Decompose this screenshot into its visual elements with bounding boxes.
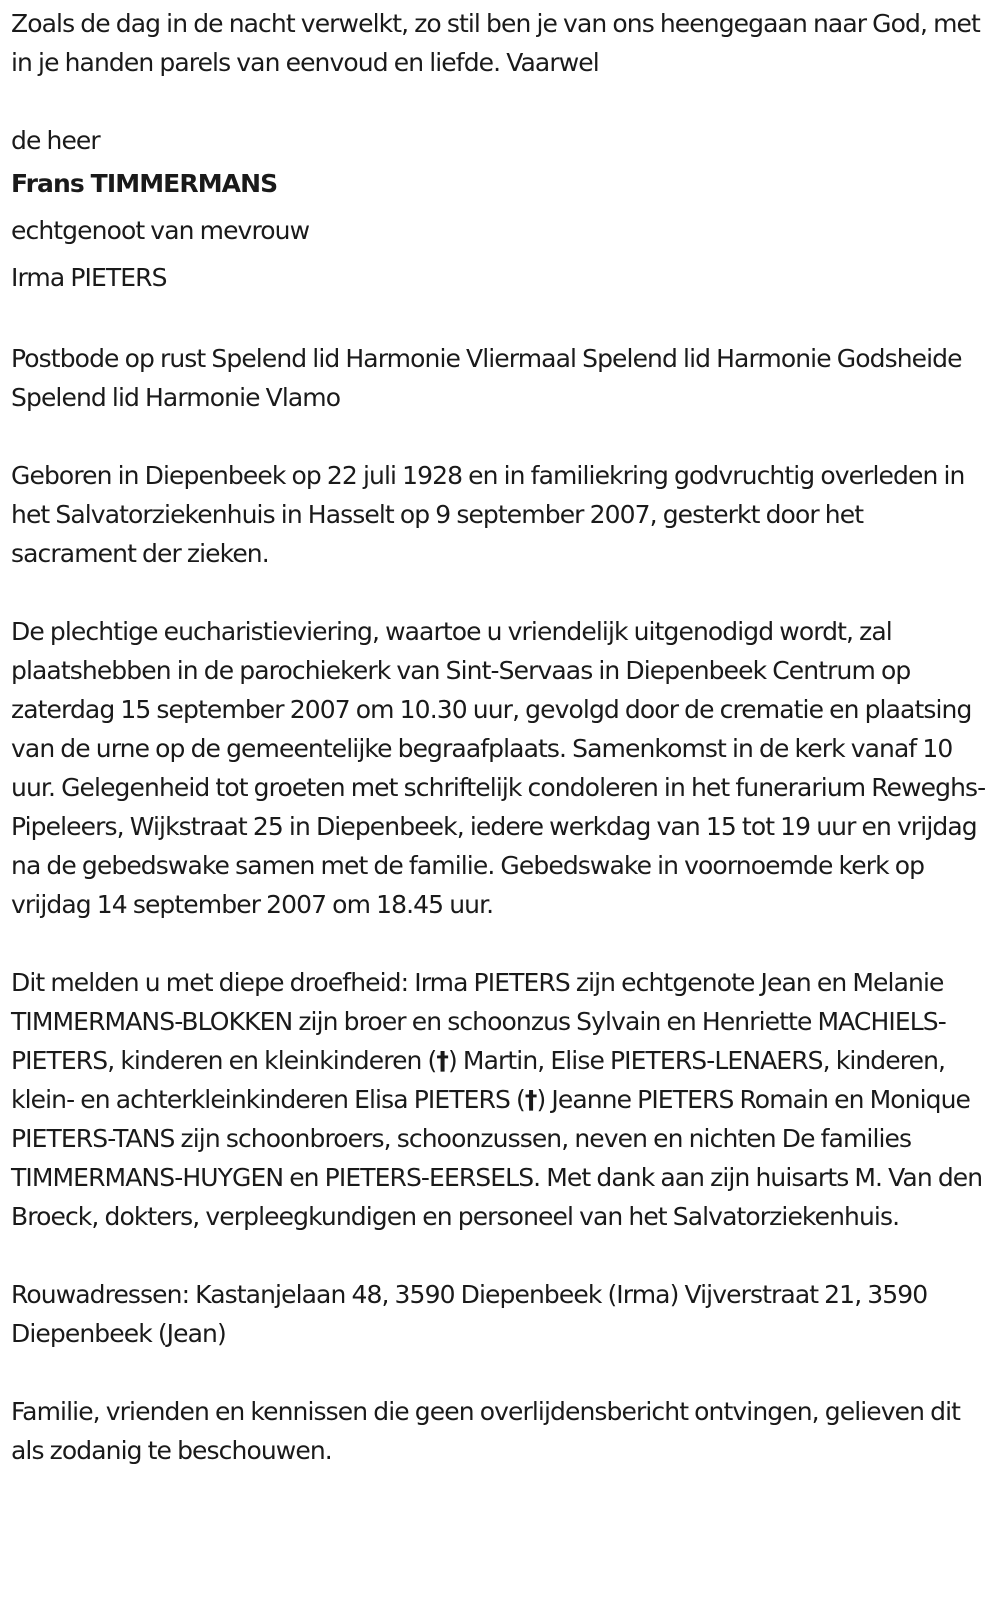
ceremony-paragraph: De plechtige eucharistieviering, waartoe u vriendelijk uitgenodigd wordt, zal plaatshebben in de parochiekerk van Sint-Servaas in Diepenbeek Centrum op zaterdag 15 september 2007 om 10.30 uur, gevolgd door de crematie en plaatsing van de urne op de gemeentelijke begraafplaats. Samenkomst in de kerk vanaf 10 uur. Gelegenheid tot groeten met schriftelijk condoleren in het funerarium Reweghs-Pipeleers, Wijkstraat 25 in Diepenbeek, iedere werkdag van 15 tot 19 uur en vrijdag na de gebedswake samen met de familie. Gebedswake in voornoemde kerk op vrijdag 14 september 2007 om 18.45 uur. [11, 617, 986, 919]
deceased-name: Frans TIMMERMANS [11, 169, 278, 198]
relation-label: echtgenoot van mevrouw [11, 216, 310, 245]
birth-death-paragraph: Geboren in Diepenbeek op 22 juli 1928 en in familiekring godvruchtig overleden in het Salvatorziekenhuis in Hasselt op 9 september 2007, gesterkt door het sacrament der zieken. [11, 461, 965, 568]
addresses-paragraph: Rouwadressen: Kastanjelaan 48, 3590 Diepenbeek (Irma) Vijverstraat 21, 3590 Diepenbeek (Jean) [11, 1280, 928, 1348]
spouse-name: Irma PIETERS [11, 263, 167, 292]
dagger-icon: † [436, 1046, 449, 1075]
announcement-text-2: ) Martin, Elise PIETERS-LENAERS, kinderen, klein- en achterkleinkinderen Elisa PIETERS ( [11, 1046, 946, 1114]
closing-paragraph: Familie, vrienden en kennissen die geen overlijdensbericht ontvingen, gelieven dit als zodanig te beschouwen. [11, 1397, 961, 1465]
spacer [11, 573, 990, 612]
spacer [11, 417, 990, 456]
title-prefix: de heer [11, 126, 100, 155]
spacer [11, 1236, 990, 1275]
announcement-text-3: ) Jeanne PIETERS Romain en Monique PIETERS-TANS zijn schoonbroers, schoonzussen, neven en nichten De families TIMMERMANS-HUYGEN en PIETERS-EERSELS. Met dank aan zijn huisarts M. Van den Broeck, dokters, verpleegkundigen en personeel van het Salvatorziekenhuis. [11, 1085, 983, 1231]
occupation-paragraph: Postbode op rust Spelend lid Harmonie Vliermaal Spelend lid Harmonie Godsheide Spelend lid Harmonie Vlamo [11, 344, 962, 412]
spacer [11, 924, 990, 963]
opening-verse: Zoals de dag in de nacht verwelkt, zo stil ben je van ons heengegaan naar God, met in je handen parels van eenvoud en liefde. Vaarwel [11, 9, 980, 77]
dagger-icon: † [524, 1085, 537, 1114]
spacer [11, 1353, 990, 1392]
announcement-text-1: Dit melden u met diepe droefheid: Irma PIETERS zijn echtgenote Jean en Melanie TIMMERMANS-BLOKKEN zijn broer en schoonzus Sylvain en Henriette MACHIELS-PIETERS, kinderen en kleinkinderen ( [11, 968, 946, 1075]
spacer [11, 301, 990, 339]
announcement-paragraph [11, 963, 990, 1236]
spacer [11, 82, 990, 121]
